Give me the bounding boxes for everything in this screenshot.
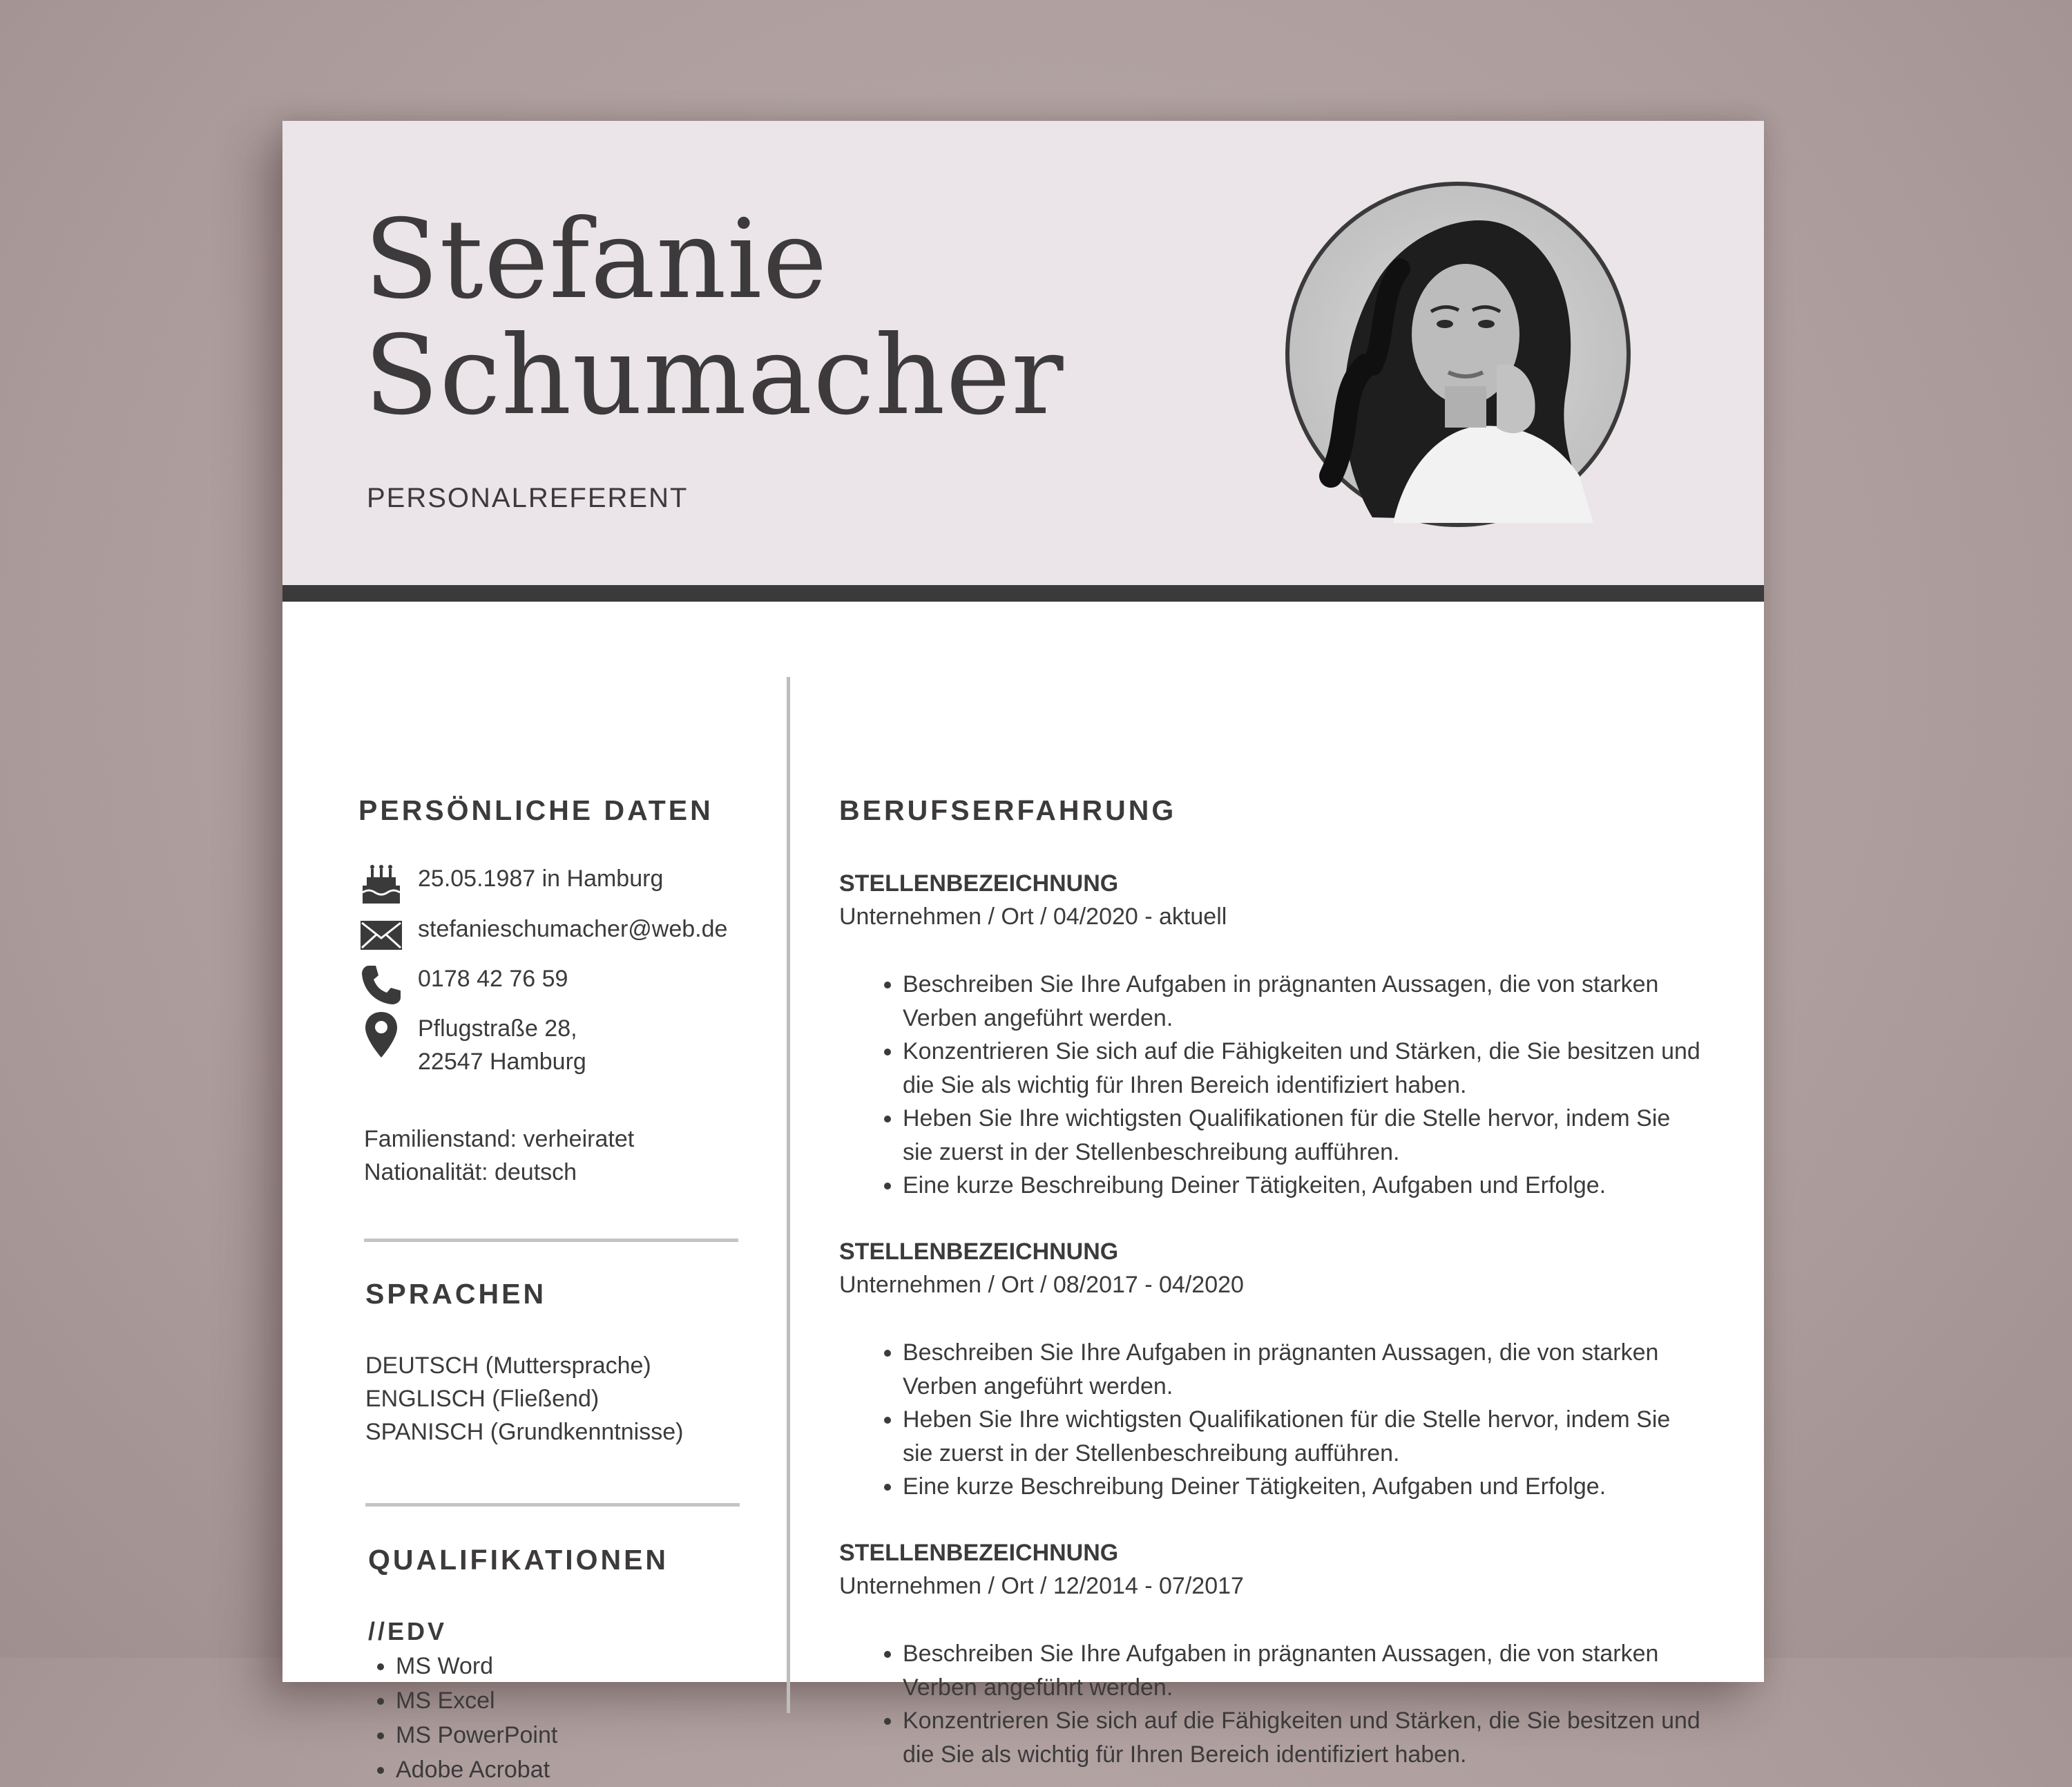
language-item: ENGLISCH (Fließend) — [365, 1386, 599, 1412]
list-item: • Beschreiben Sie Ihre Aufgaben in prägnanten Aussagen, die von starken Verben angeführt werden. — [903, 968, 1704, 1035]
location-pin-icon — [358, 1012, 404, 1058]
languages-title: SPRACHEN — [365, 1278, 547, 1310]
edv-list — [365, 1649, 557, 1787]
phone-icon — [358, 962, 404, 1008]
last-name: Schumacher — [364, 312, 1064, 439]
marital-status: Familienstand: verheiratet — [364, 1126, 635, 1152]
experience-title: BERUFSERFAHRUNG — [839, 794, 1177, 826]
address: Pflugstraße 28, 22547 Hamburg — [418, 1015, 586, 1075]
job-title: STELLENBEZEICHNUNG — [839, 1540, 1119, 1566]
profile-photo — [1285, 182, 1631, 527]
list-item: • Beschreiben Sie Ihre Aufgaben in prägnanten Aussagen, die von starken Verben angeführt werden. — [903, 1336, 1704, 1403]
list-item: • Heben Sie Ihre wichtigsten Qualifikationen für die Stelle hervor, indem Sie sie zuerst in der Stellenbeschreibung aufführen. — [903, 1102, 1704, 1169]
column-divider — [787, 677, 790, 1713]
email[interactable]: stefanieschumacher@web.de — [418, 916, 728, 942]
job-meta: Unternehmen / Ort / 08/2017 - 04/2020 — [839, 1272, 1244, 1298]
list-item: • MS Word — [396, 1649, 557, 1683]
job-title: STELLENBEZEICHNUNG — [839, 1239, 1119, 1265]
list-item: • Beschreiben Sie Ihre Aufgaben in prägnanten Aussagen, die von starken Verben angeführt werden. — [903, 1637, 1704, 1704]
list-item: • Adobe Acrobat — [396, 1752, 557, 1787]
list-item: • Konzentrieren Sie sich auf die Fähigkeiten und Stärken, die Sie besitzen und die Sie als wichtig für Ihren Bereich identifiziert haben. — [903, 1035, 1704, 1102]
job-bullets — [839, 1637, 1704, 1771]
job-bullets — [839, 1336, 1704, 1504]
list-item: • Heben Sie Ihre wichtigsten Qualifikationen für die Stelle hervor, indem Sie sie zuerst in der Stellenbeschreibung aufführen. — [903, 1403, 1704, 1470]
contact-phone — [358, 962, 568, 1008]
list-item: • Eine kurze Beschreibung Deiner Tätigkeiten, Aufgaben und Erfolge. — [903, 1169, 1704, 1203]
contact-birth — [358, 862, 663, 908]
language-item: DEUTSCH (Muttersprache) — [365, 1353, 651, 1379]
list-item: • Konzentrieren Sie sich auf die Fähigkeiten und Stärken, die Sie besitzen und die Sie als wichtig für Ihren Bereich identifiziert haben. — [903, 1704, 1704, 1771]
birth-date: 25.05.1987 in Hamburg — [418, 866, 664, 892]
list-item: • Eine kurze Beschreibung Deiner Tätigkeiten, Aufgaben und Erfolge. — [903, 1470, 1704, 1504]
list-item: • MS Excel — [396, 1683, 557, 1718]
header-divider-bar — [282, 585, 1764, 602]
contact-address — [358, 1012, 586, 1078]
language-item: SPANISCH (Grundkenntnisse) — [365, 1419, 684, 1445]
qualifications-title: QUALIFIKATIONEN — [368, 1544, 669, 1576]
phone-number[interactable]: 0178 42 76 59 — [418, 966, 568, 992]
birthday-cake-icon — [358, 862, 404, 908]
job-title: STELLENBEZEICHNUNG — [839, 870, 1119, 897]
job-meta: Unternehmen / Ort / 12/2014 - 07/2017 — [839, 1573, 1244, 1599]
resume-header — [282, 121, 1764, 585]
first-name: Stefanie — [364, 196, 828, 323]
job-meta: Unternehmen / Ort / 04/2020 - aktuell — [839, 904, 1227, 930]
contact-email — [358, 912, 727, 958]
nationality: Nationalität: deutsch — [364, 1159, 577, 1185]
job-role: PERSONALREFERENT — [367, 483, 689, 513]
section-divider — [364, 1239, 738, 1242]
resume-page — [282, 121, 1764, 1783]
job-entry — [839, 1536, 1737, 1771]
job-entry — [839, 1235, 1737, 1504]
list-item: • MS PowerPoint — [396, 1718, 557, 1752]
envelope-icon — [358, 912, 404, 958]
job-bullets — [839, 968, 1704, 1203]
job-entry — [839, 867, 1737, 1203]
section-divider — [365, 1503, 740, 1507]
personal-data-title: PERSÖNLICHE DATEN — [358, 794, 713, 826]
edv-subtitle: //EDV — [368, 1617, 448, 1645]
